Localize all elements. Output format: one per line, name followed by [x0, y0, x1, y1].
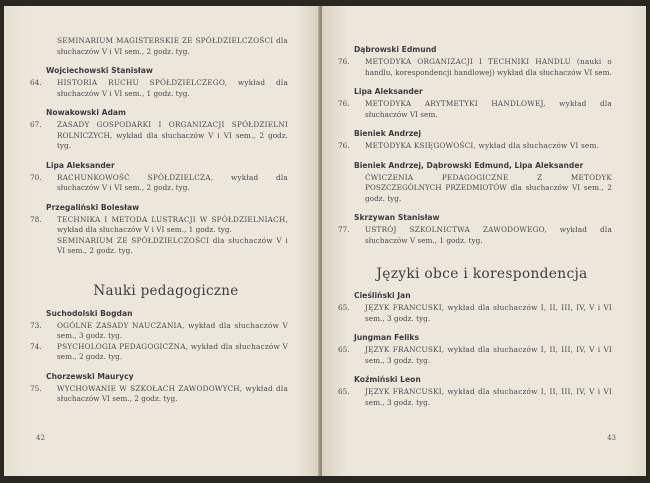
section-title: Języki obce i korespondencja — [376, 266, 588, 282]
course-number: 70. — [30, 172, 42, 182]
course-description: OGÓLNE ZASADY NAUCZANIA, wykład dla słuchaczów V sem., 3 godz. tyg. — [57, 320, 288, 340]
course-entry — [338, 387, 612, 408]
course-group — [30, 108, 288, 152]
lecturer-name: Nowakowski Adam — [46, 108, 126, 117]
course-group — [30, 371, 288, 405]
course-description: METODYKA KSIĘGOWOŚCI, wykład dla słuchaczów VI sem. — [365, 141, 600, 150]
course-group — [338, 375, 612, 408]
course-number: 74. — [30, 341, 42, 351]
course-description: JĘZYK FRANCUSKI, wykład dla słuchaczów I, II, III, IV, V i VI sem., 3 godz. tyg. — [365, 303, 612, 323]
right-page — [322, 6, 646, 476]
course-entry — [44, 36, 288, 57]
section-title: Nauki pedagogiczne — [93, 282, 239, 299]
lecturer-name: Wojciechowski Stanisław — [46, 66, 153, 75]
course-number: 75. — [30, 383, 42, 393]
course-group — [338, 129, 612, 152]
course-group — [338, 87, 612, 120]
left-groups — [30, 36, 288, 257]
course-description: ĆWICZENIA PEDAGOGICZNE Z METODYK POSZCZEGÓLNYCH PRZEDMIOTÓW dla słuchaczów VI sem., 2 godz. tyg. — [365, 172, 612, 203]
course-number: 65. — [338, 387, 350, 396]
lecturer-name: Bieniek Andrzej — [354, 129, 422, 138]
course-description: METODYKA ORGANIZACJI I TECHNIKI HANDLU (nauki o handlu, korespondencji handlowej) wykład dla słuchaczów VI sem. — [365, 57, 612, 77]
course-entry — [338, 303, 612, 324]
course-description: PSYCHOLOGIA PEDAGOGICZNA, wykład dla słuchaczów V sem., 2 godz. tyg. — [57, 341, 288, 361]
course-description: RACHUNKOWOŚĆ SPÓŁDZIELCZA, wykład dla słuchaczów V i VI sem., 2 godz. tyg. — [57, 172, 288, 192]
course-group — [338, 213, 612, 246]
lecturer-name: Chorzewski Maurycy — [46, 371, 134, 381]
course-number: 65. — [338, 345, 350, 354]
left-page-content — [30, 36, 288, 405]
course-group — [338, 333, 612, 366]
course-number: 76. — [338, 99, 350, 108]
course-group — [30, 160, 288, 194]
course-description: HISTORIA RUCHU SPÓŁDZIELCZEGO, wykład dla słuchaczów V i VI sem., 1 godz. tyg. — [57, 78, 288, 98]
course-description: USTRÓJ SZKOLNICTWA ZAWODOWEGO, wykład dla słuchaczów V sem., 1 godz. tyg. — [365, 225, 612, 245]
lecturer-name: Bieniek Andrzej, Dąbrowski Edmund, Lipa Aleksander — [354, 160, 584, 170]
lecturer-name: Lipa Aleksander — [46, 160, 115, 170]
course-description: WYCHOWANIE W SZKOŁACH ZAWODOWYCH, wykład dla słuchaczów VI sem., 2 godz. tyg. — [57, 383, 288, 403]
course-entry — [338, 57, 612, 78]
course-entry — [338, 345, 612, 366]
course-entry — [30, 120, 288, 152]
page-number: 42 — [36, 434, 45, 442]
course-number: 65. — [338, 303, 350, 312]
left-section-groups — [30, 308, 288, 405]
page-number: 43 — [607, 434, 616, 442]
lecturer-name: Lipa Aleksander — [354, 87, 423, 96]
course-description: JĘZYK FRANCUSKI, wykład dla słuchaczów I, II, III, IV, V i VI sem., 3 godz. tyg. — [365, 387, 612, 407]
course-entry — [338, 141, 612, 152]
course-description: METODYKA ARYTMETYKI HANDLOWEJ, wykład dla słuchaczów VI sem. — [365, 99, 612, 119]
right-groups — [338, 45, 612, 246]
course-entry — [30, 78, 288, 99]
course-number: 76. — [338, 141, 350, 150]
course-number: 77. — [338, 225, 350, 234]
course-group — [44, 36, 288, 57]
course-entry — [30, 320, 288, 342]
course-number: 67. — [30, 120, 42, 129]
course-entry — [30, 383, 288, 405]
course-entry — [352, 173, 612, 205]
course-number: 73. — [30, 320, 42, 330]
lecturer-name: Jungman Feliks — [354, 333, 419, 342]
lecturer-name: Cieśliński Jan — [354, 291, 411, 300]
course-entry — [30, 341, 288, 363]
course-group — [338, 45, 612, 78]
course-description: SEMINARIUM ZE SPÓŁDZIELCZOŚCI dla słuchaczów V i VI sem., 2 godz. tyg. — [57, 235, 288, 255]
course-number: 64. — [30, 78, 42, 87]
course-description: JĘZYK FRANCUSKI, wykład dla słuchaczów I, II, III, IV, V i VI sem., 3 godz. tyg. — [365, 345, 612, 365]
course-entry — [44, 236, 288, 257]
course-description: ZASADY GOSPODARKI I ORGANIZACJI SPÓŁDZIELNI ROLNICZYCH, wykład dla słuchaczów V i VI sem., 2 godz. tyg. — [57, 120, 288, 150]
course-number: 78. — [30, 214, 42, 224]
course-entry — [30, 214, 288, 236]
course-description: SEMINARIUM MAGISTERSKIE ZE SPÓŁDZIELCZOŚCI dla słuchaczów V i VI sem., 2 godz. tyg. — [57, 36, 288, 56]
left-page — [4, 6, 320, 476]
course-group — [338, 291, 612, 324]
lecturer-name: Skrzywan Stanisław — [354, 213, 440, 222]
lecturer-name: Koźmiński Leon — [354, 375, 421, 384]
course-group — [30, 202, 288, 257]
lecturer-name: Suchodolski Bogdan — [46, 308, 133, 318]
lecturer-name: Przegaliński Bolesław — [46, 202, 140, 212]
right-page-content — [338, 36, 612, 408]
lecturer-name: Dąbrowski Edmund — [354, 45, 437, 54]
course-group — [352, 161, 612, 205]
course-number: 76. — [338, 57, 350, 66]
course-group — [30, 308, 288, 363]
course-group — [30, 66, 288, 99]
course-entry — [338, 99, 612, 120]
course-entry — [338, 225, 612, 246]
course-entry — [30, 172, 288, 194]
course-description: TECHNIKA I METODA LUSTRACJI W SPÓŁDZIELNIACH, wykład dla słuchaczów V i VI sem., 1 godz. tyg. — [57, 214, 288, 234]
right-section-groups — [338, 291, 612, 408]
